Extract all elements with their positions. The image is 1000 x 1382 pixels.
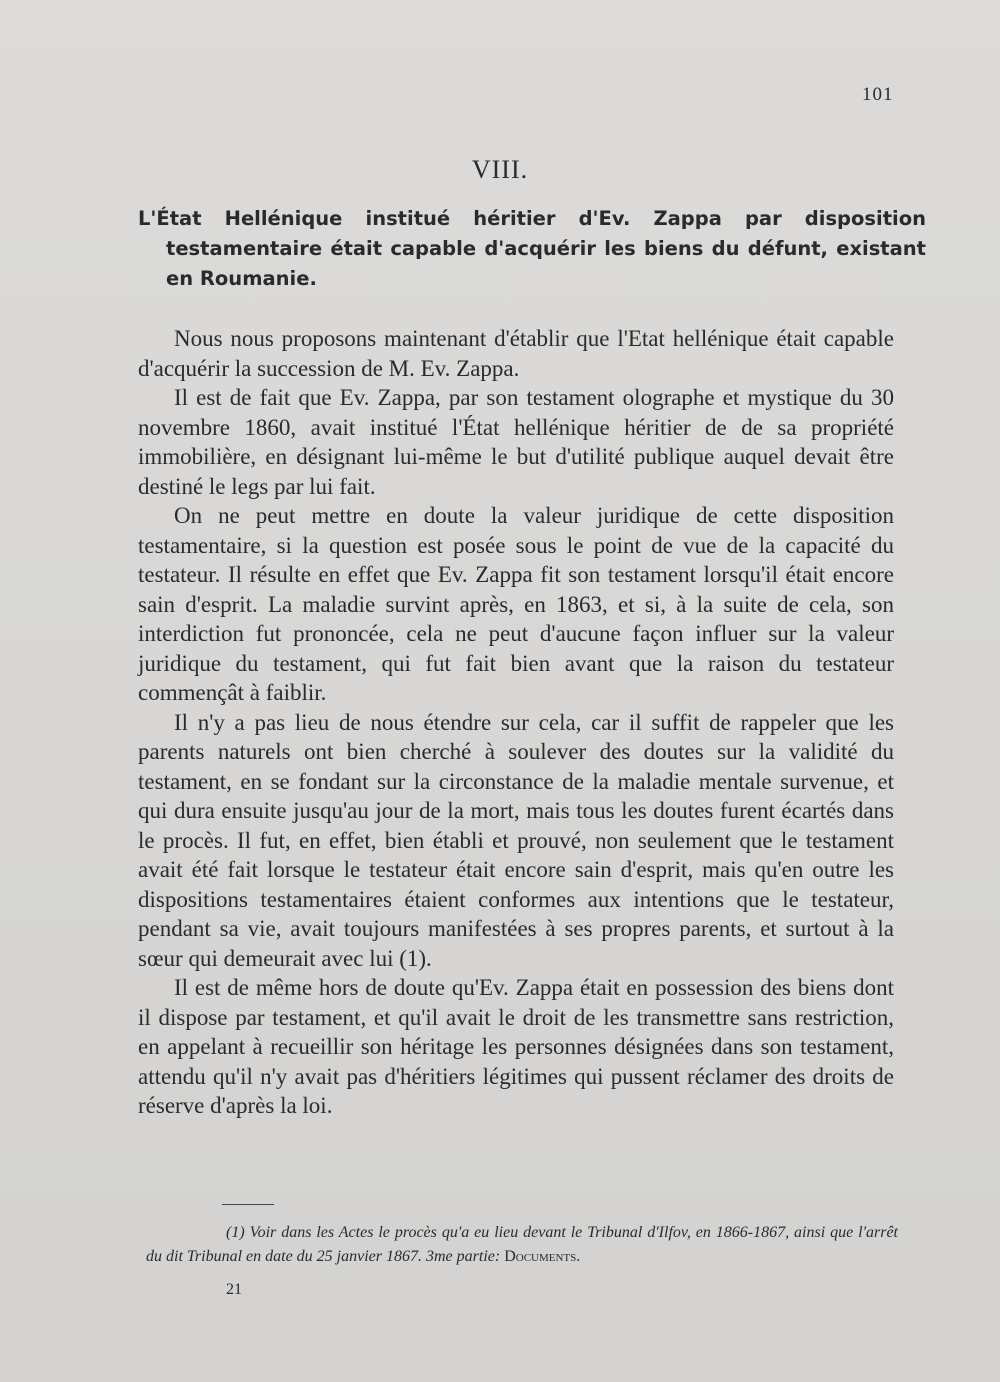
page-number: 101	[862, 84, 894, 105]
section-title: VIII.	[471, 155, 529, 184]
footnote	[146, 1221, 898, 1269]
footnote-separator	[222, 1204, 274, 1205]
paragraph: Il est de fait que Ev. Zappa, par son testament olographe et mystique du 30 novembre 1860, avait institué l'État hellénique héritier de de sa propriété immobilière, en désignant lui-même le but d'utilité publique auquel devait être destiné le legs par lui fait.	[138, 385, 894, 499]
section-heading: L'État Hellénique institué héritier d'Ev. Zappa par disposition testamentaire était capable d'acquérir les biens du défunt, existant en Roumanie.	[138, 207, 926, 290]
signature-mark: 21	[226, 1281, 242, 1298]
footnote-text: (1) Voir dans les Actes le procès qu'a eu lieu devant le Tribunal d'Ilfov, en 1866-1867, ainsi que l'arrêt du dit Tribunal en date du 25 janvier 1867. 3me partie:	[146, 1224, 898, 1265]
body-text	[138, 324, 894, 1121]
footnote-documents: Documents.	[504, 1248, 581, 1265]
paragraph: On ne peut mettre en doute la valeur juridique de cette disposition testamentaire, si la question est posée sous le point de vue de la capacité du testateur. Il résulte en effet que Ev. Zappa fit son testament lorsqu'il était encore sain d'esprit. La maladie survint après, en 1863, et si, à la suite de cela, son interdiction fut prononcée, cela ne peut d'aucune façon influer sur la valeur juridique du testament, qui fut fait bien avant que la raison du testateur commençât à faiblir.	[138, 503, 894, 705]
paragraph: Nous nous proposons maintenant d'établir que l'Etat hellénique était capable d'acquérir la succession de M. Ev. Zappa.	[138, 326, 894, 381]
paragraph: Il est de même hors de doute qu'Ev. Zappa était en possession des biens dont il dispose par testament, et qu'il avait le droit de les transmettre sans restriction, en appelant à recueillir son héritage les personnes désignées dans son testament, attendu qu'il n'y avait pas d'héritiers légitimes qui pussent réclamer des droits de réserve d'après la loi.	[138, 975, 894, 1118]
paragraph: Il n'y a pas lieu de nous étendre sur cela, car il suffit de rappeler que les parents naturels ont bien cherché à soulever des doutes sur la validité du testament, en se fondant sur la circonstance de la maladie mentale survenue, et qui dura ensuite jusqu'au jour de la mort, mais tous les doutes furent écartés dans le procès. Il fut, en effet, bien établi et prouvé, non seulement que le testament avait été fait lorsque le testateur était encore sain d'esprit, mais qu'en outre les dispositions testamentaires étaient conformes aux intentions que le testateur, pendant sa vie, avait toujours manifestées à ses propres parents, et surtout à la sœur qui demeurait avec lui (1).	[138, 709, 894, 971]
